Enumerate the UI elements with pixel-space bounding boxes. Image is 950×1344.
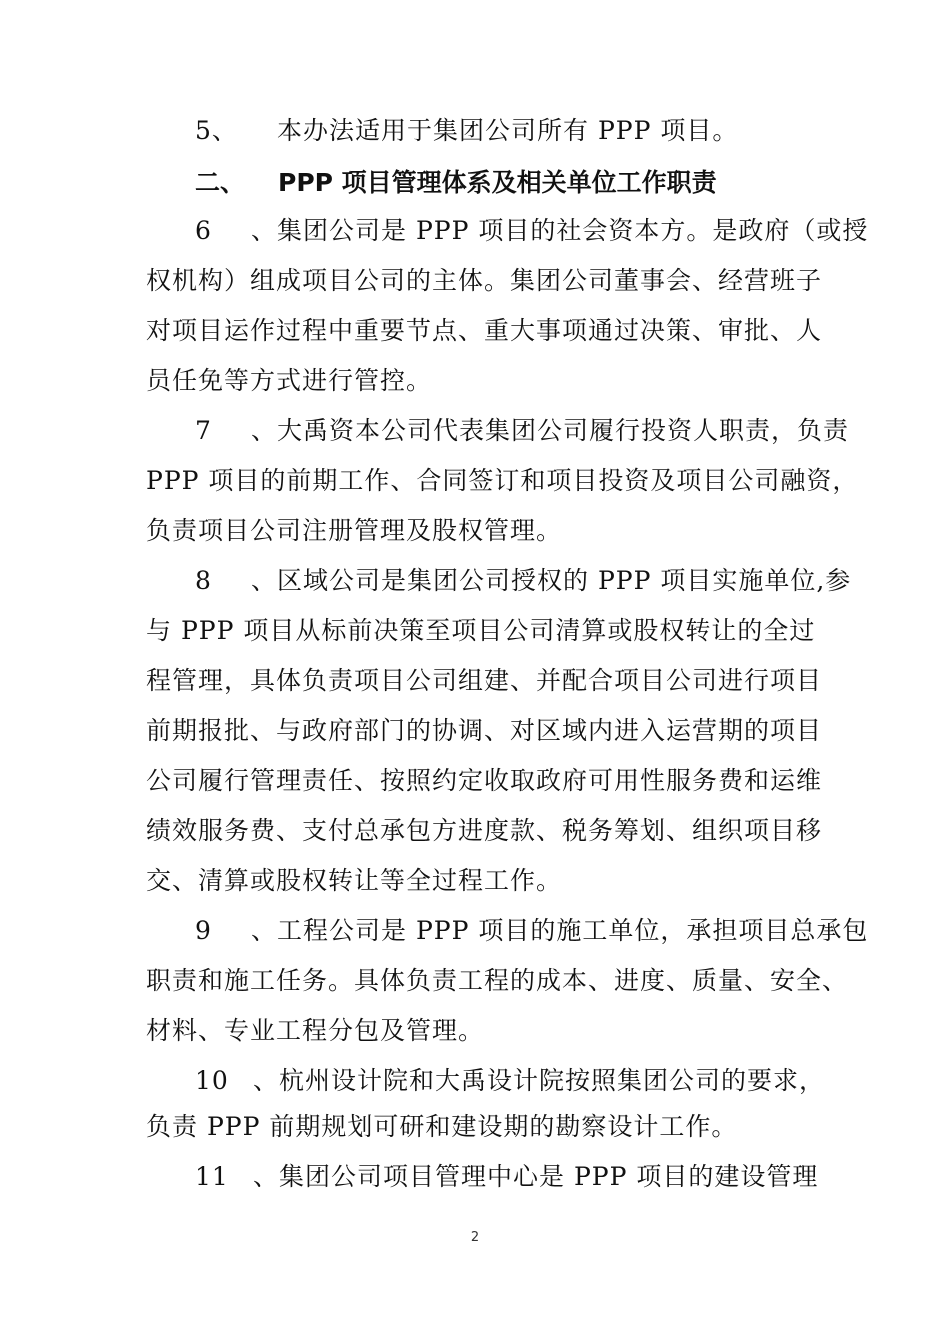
section-heading-number: 二、 [195, 168, 246, 197]
paragraph-9-text-1: 工程公司是 PPP 项目的施工单位，承担项目总承包 [277, 916, 869, 945]
paragraph-7-text-1: 大禹资本公司代表集团公司履行投资人职责，负责 [277, 416, 850, 445]
paragraph-11-line-1 [195, 1162, 819, 1192]
page-number: 2 [470, 1230, 480, 1245]
paragraph-6-line-3: 对项目运作过程中重要节点、重大事项通过决策、审批、人 [146, 316, 823, 345]
paragraph-8-line-6: 绩效服务费、支付总承包方进度款、税务筹划、组织项目移 [146, 816, 823, 845]
paragraph-8-line-2: 与 PPP 项目从标前决策至项目公司清算或股权转让的全过 [146, 616, 816, 645]
paragraph-6-text-1: 集团公司是 PPP 项目的社会资本方。是政府（或授 [277, 216, 869, 245]
section-heading-2 [195, 168, 717, 198]
paragraph-6-number: 6、 [195, 216, 277, 245]
paragraph-8-line-1 [195, 566, 852, 596]
paragraph-5-number: 5、 [195, 116, 238, 145]
paragraph-9-line-1 [195, 916, 869, 946]
paragraph-8-line-5: 公司履行管理责任、按照约定收取政府可用性服务费和运维 [146, 766, 823, 795]
paragraph-10-line-1 [195, 1066, 826, 1096]
paragraph-9-number: 9、 [195, 916, 277, 945]
paragraph-5-text: 本办法适用于集团公司所有 PPP 项目。 [277, 116, 739, 145]
paragraph-5-line-1 [195, 116, 814, 146]
paragraph-10-text-1: 杭州设计院和大禹设计院按照集团公司的要求， [279, 1066, 826, 1095]
paragraph-8-number: 8、 [195, 566, 277, 595]
paragraph-6-line-2: 权机构）组成项目公司的主体。集团公司董事会、经营班子 [146, 266, 823, 295]
paragraph-6-line-1 [195, 216, 869, 246]
paragraph-8-line-3: 程管理，具体负责项目公司组建、并配合项目公司进行项目 [146, 666, 823, 695]
paragraph-7-line-2: PPP 项目的前期工作、合同签订和项目投资及项目公司融资， [146, 466, 859, 495]
paragraph-7-line-1 [195, 416, 850, 446]
paragraph-7-number: 7、 [195, 416, 277, 445]
paragraph-8-line-4: 前期报批、与政府部门的协调、对区域内进入运营期的项目 [146, 716, 823, 745]
paragraph-6-line-4: 员任免等方式进行管控。 [146, 366, 433, 395]
paragraph-10-number: 10、 [195, 1066, 279, 1095]
paragraph-10-line-2: 负责 PPP 前期规划可研和建设期的勘察设计工作。 [146, 1112, 738, 1141]
paragraph-11-text-1: 集团公司项目管理中心是 PPP 项目的建设管理 [279, 1162, 819, 1191]
paragraph-9-line-3: 材料、专业工程分包及管理。 [146, 1016, 485, 1045]
section-heading-text: PPP 项目管理体系及相关单位工作职责 [278, 168, 717, 197]
paragraph-8-text-1: 区域公司是集团公司授权的 PPP 项目实施单位,参 [277, 566, 852, 595]
paragraph-7-line-3: 负责项目公司注册管理及股权管理。 [146, 516, 563, 545]
paragraph-8-line-7: 交、清算或股权转让等全过程工作。 [146, 866, 563, 895]
paragraph-11-number: 11、 [195, 1162, 279, 1191]
paragraph-9-line-2: 职责和施工任务。具体负责工程的成本、进度、质量、安全、 [146, 966, 849, 995]
